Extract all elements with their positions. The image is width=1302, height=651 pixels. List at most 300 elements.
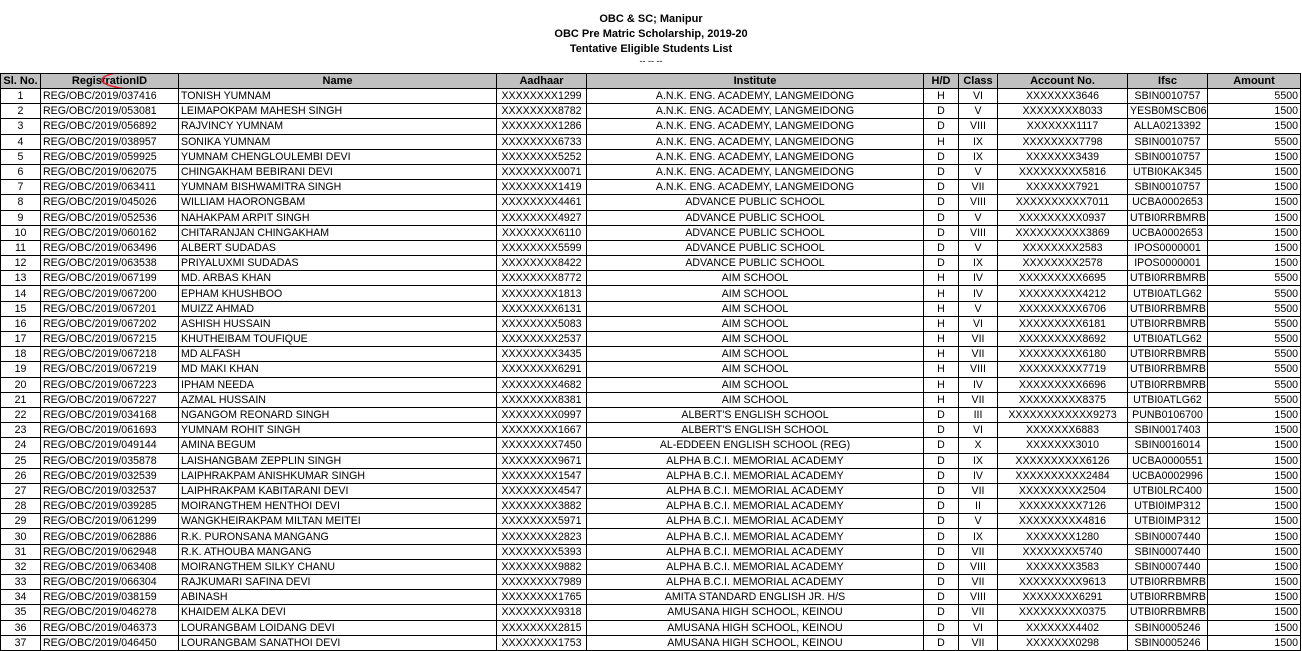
cell-amount: 1500 xyxy=(1208,195,1301,210)
cell-aadhaar: XXXXXXXX7450 xyxy=(497,438,587,453)
cell-amount: 1500 xyxy=(1208,119,1301,134)
cell-ifsc: UTBI0RRBMRB xyxy=(1128,347,1208,362)
cell-institute: A.N.K. ENG. ACADEMY, LANGMEIDONG xyxy=(587,149,924,164)
cell-class: VIII xyxy=(959,590,998,605)
cell-hd: D xyxy=(924,529,959,544)
cell-aadhaar: XXXXXXXX6110 xyxy=(497,225,587,240)
cell-aadhaar: XXXXXXXX4547 xyxy=(497,483,587,498)
cell-hd: D xyxy=(924,635,959,650)
table-row xyxy=(1,483,1301,498)
cell-aadhaar: XXXXXXXX0997 xyxy=(497,407,587,422)
cell-name: YUMNAM CHENGLOULEMBI DEVI xyxy=(179,149,497,164)
cell-name: WILLIAM HAORONGBAM xyxy=(179,195,497,210)
cell-registration-id: REG/OBC/2019/063538 xyxy=(41,256,179,271)
cell-name: PRIYALUXMI SUDADAS xyxy=(179,256,497,271)
cell-class: IV xyxy=(959,286,998,301)
table-row xyxy=(1,559,1301,574)
table-row xyxy=(1,468,1301,483)
table-row xyxy=(1,240,1301,255)
cell-ifsc: UTBI0RRBMRB xyxy=(1128,362,1208,377)
cell-name: AZMAL HUSSAIN xyxy=(179,392,497,407)
cell-registration-id: REG/OBC/2019/067215 xyxy=(41,332,179,347)
cell-ifsc: UCBA0000551 xyxy=(1128,453,1208,468)
cell-account-no: XXXXXXXX6291 xyxy=(998,590,1128,605)
cell-sl-no: 7 xyxy=(1,180,41,195)
table-row xyxy=(1,392,1301,407)
cell-aadhaar: XXXXXXXX5599 xyxy=(497,240,587,255)
cell-institute: A.N.K. ENG. ACADEMY, LANGMEIDONG xyxy=(587,89,924,104)
cell-amount: 5500 xyxy=(1208,332,1301,347)
cell-class: IV xyxy=(959,468,998,483)
cell-ifsc: UTBI0RRBMRB xyxy=(1128,271,1208,286)
cell-account-no: XXXXXXX3010 xyxy=(998,438,1128,453)
cell-account-no: XXXXXXXXXX6126 xyxy=(998,453,1128,468)
cell-amount: 5500 xyxy=(1208,377,1301,392)
cell-hd: D xyxy=(924,225,959,240)
cell-aadhaar: XXXXXXXX9318 xyxy=(497,605,587,620)
cell-hd: D xyxy=(924,119,959,134)
cell-ifsc: UCBA0002653 xyxy=(1128,225,1208,240)
cell-account-no: XXXXXXX1280 xyxy=(998,529,1128,544)
cell-registration-id: REG/OBC/2019/062886 xyxy=(41,529,179,544)
cell-aadhaar: XXXXXXXX8782 xyxy=(497,104,587,119)
cell-registration-id: REG/OBC/2019/046450 xyxy=(41,635,179,650)
cell-amount: 1500 xyxy=(1208,180,1301,195)
cell-sl-no: 23 xyxy=(1,423,41,438)
cell-class: V xyxy=(959,164,998,179)
cell-aadhaar: XXXXXXXX5252 xyxy=(497,149,587,164)
cell-registration-id: REG/OBC/2019/056892 xyxy=(41,119,179,134)
cell-institute: AIM SCHOOL xyxy=(587,362,924,377)
cell-aadhaar: XXXXXXXX8422 xyxy=(497,256,587,271)
cell-institute: AIM SCHOOL xyxy=(587,347,924,362)
cell-registration-id: REG/OBC/2019/067227 xyxy=(41,392,179,407)
cell-ifsc: UTBI0LRC400 xyxy=(1128,483,1208,498)
cell-institute: ALPHA B.C.I. MEMORIAL ACADEMY xyxy=(587,559,924,574)
cell-institute: AIM SCHOOL xyxy=(587,286,924,301)
cell-institute: ALPHA B.C.I. MEMORIAL ACADEMY xyxy=(587,499,924,514)
cell-institute: ALBERT'S ENGLISH SCHOOL xyxy=(587,407,924,422)
table-row xyxy=(1,89,1301,104)
cell-registration-id: REG/OBC/2019/032539 xyxy=(41,468,179,483)
cell-ifsc: UTBI0RRBMRB xyxy=(1128,575,1208,590)
cell-amount: 1500 xyxy=(1208,453,1301,468)
cell-ifsc: SBIN0010757 xyxy=(1128,149,1208,164)
cell-hd: D xyxy=(924,256,959,271)
cell-class: IX xyxy=(959,134,998,149)
cell-ifsc: UTBI0ATLG62 xyxy=(1128,286,1208,301)
cell-class: VI xyxy=(959,89,998,104)
table-row xyxy=(1,134,1301,149)
cell-aadhaar: XXXXXXXX1765 xyxy=(497,590,587,605)
cell-aadhaar: XXXXXXXX4927 xyxy=(497,210,587,225)
cell-class: II xyxy=(959,499,998,514)
cell-account-no: XXXXXXXXX6695 xyxy=(998,271,1128,286)
cell-registration-id: REG/OBC/2019/037416 xyxy=(41,89,179,104)
cell-account-no: XXXXXXXX8033 xyxy=(998,104,1128,119)
table-row xyxy=(1,301,1301,316)
cell-name: EPHAM KHUSHBOO xyxy=(179,286,497,301)
cell-class: V xyxy=(959,514,998,529)
cell-sl-no: 32 xyxy=(1,559,41,574)
cell-ifsc: UTBI0RRBMRB xyxy=(1128,210,1208,225)
cell-class: V xyxy=(959,301,998,316)
col-header-institute: Institute xyxy=(587,74,924,89)
cell-class: IX xyxy=(959,453,998,468)
cell-hd: D xyxy=(924,164,959,179)
cell-registration-id: REG/OBC/2019/060162 xyxy=(41,225,179,240)
col-header-sl-no: Sl. No. xyxy=(1,74,41,89)
cell-ifsc: UTBI0RRBMRB xyxy=(1128,605,1208,620)
cell-sl-no: 10 xyxy=(1,225,41,240)
cell-hd: D xyxy=(924,407,959,422)
cell-ifsc: UTBI0RRBMRB xyxy=(1128,377,1208,392)
cell-sl-no: 16 xyxy=(1,316,41,331)
cell-account-no: XXXXXXXXXXXX9273 xyxy=(998,407,1128,422)
cell-sl-no: 11 xyxy=(1,240,41,255)
cell-account-no: XXXXXXXXXX7011 xyxy=(998,195,1128,210)
cell-aadhaar: XXXXXXXX6131 xyxy=(497,301,587,316)
cell-hd: H xyxy=(924,89,959,104)
cell-account-no: XXXXXXXX2583 xyxy=(998,240,1128,255)
cell-class: IV xyxy=(959,271,998,286)
cell-registration-id: REG/OBC/2019/067201 xyxy=(41,301,179,316)
table-row xyxy=(1,590,1301,605)
col-header-hd: H/D xyxy=(924,74,959,89)
cell-name: LAIPHRAKPAM KABITARANI DEVI xyxy=(179,483,497,498)
cell-name: LOURANGBAM SANATHOI DEVI xyxy=(179,635,497,650)
table-header-row xyxy=(1,74,1301,89)
cell-account-no: XXXXXXX6883 xyxy=(998,423,1128,438)
cell-name: MD ALFASH xyxy=(179,347,497,362)
cell-amount: 1500 xyxy=(1208,104,1301,119)
cell-hd: D xyxy=(924,180,959,195)
cell-hd: D xyxy=(924,210,959,225)
cell-registration-id: REG/OBC/2019/052536 xyxy=(41,210,179,225)
cell-account-no: XXXXXXXXX7719 xyxy=(998,362,1128,377)
cell-account-no: XXXXXXXXX6181 xyxy=(998,316,1128,331)
cell-hd: D xyxy=(924,240,959,255)
table-row xyxy=(1,332,1301,347)
cell-class: V xyxy=(959,210,998,225)
cell-sl-no: 2 xyxy=(1,104,41,119)
cell-institute: AIM SCHOOL xyxy=(587,392,924,407)
table-row xyxy=(1,423,1301,438)
cell-sl-no: 1 xyxy=(1,89,41,104)
cell-name: R.K. PURONSANA MANGANG xyxy=(179,529,497,544)
cell-sl-no: 29 xyxy=(1,514,41,529)
cell-amount: 1500 xyxy=(1208,438,1301,453)
cell-amount: 1500 xyxy=(1208,164,1301,179)
cell-ifsc: UCBA0002996 xyxy=(1128,468,1208,483)
cell-class: VI xyxy=(959,423,998,438)
cell-aadhaar: XXXXXXXX0071 xyxy=(497,164,587,179)
cell-class: IX xyxy=(959,256,998,271)
cell-name: MUIZZ AHMAD xyxy=(179,301,497,316)
cell-name: MD. ARBAS KHAN xyxy=(179,271,497,286)
cell-account-no: XXXXXXXXX6706 xyxy=(998,301,1128,316)
cell-sl-no: 27 xyxy=(1,483,41,498)
cell-registration-id: REG/OBC/2019/049144 xyxy=(41,438,179,453)
cell-sl-no: 4 xyxy=(1,134,41,149)
cell-name: MOIRANGTHEM SILKY CHANU xyxy=(179,559,497,574)
cell-hd: H xyxy=(924,286,959,301)
table-row xyxy=(1,149,1301,164)
cell-name: IPHAM NEEDA xyxy=(179,377,497,392)
cell-account-no: XXXXXXX0298 xyxy=(998,635,1128,650)
cell-amount: 5500 xyxy=(1208,301,1301,316)
cell-ifsc: SBIN0010757 xyxy=(1128,89,1208,104)
cell-amount: 1500 xyxy=(1208,468,1301,483)
table-row xyxy=(1,605,1301,620)
cell-account-no: XXXXXXXXX6180 xyxy=(998,347,1128,362)
cell-sl-no: 8 xyxy=(1,195,41,210)
cell-hd: D xyxy=(924,423,959,438)
cell-registration-id: REG/OBC/2019/067202 xyxy=(41,316,179,331)
cell-hd: D xyxy=(924,575,959,590)
cell-account-no: XXXXXXXX2578 xyxy=(998,256,1128,271)
cell-institute: AMUSANA HIGH SCHOOL, KEINOU xyxy=(587,635,924,650)
cell-ifsc: SBIN0005246 xyxy=(1128,620,1208,635)
table-row xyxy=(1,453,1301,468)
cell-account-no: XXXXXXXX7798 xyxy=(998,134,1128,149)
cell-registration-id: REG/OBC/2019/061299 xyxy=(41,514,179,529)
cell-aadhaar: XXXXXXXX6733 xyxy=(497,134,587,149)
table-row xyxy=(1,377,1301,392)
cell-ifsc: SBIN0010757 xyxy=(1128,180,1208,195)
cell-institute: ALPHA B.C.I. MEMORIAL ACADEMY xyxy=(587,514,924,529)
cell-aadhaar: XXXXXXXX7989 xyxy=(497,575,587,590)
col-header-name: Name xyxy=(179,74,497,89)
cell-institute: AIM SCHOOL xyxy=(587,301,924,316)
cell-amount: 1500 xyxy=(1208,575,1301,590)
cell-aadhaar: XXXXXXXX8772 xyxy=(497,271,587,286)
cell-ifsc: UTBI0ATLG62 xyxy=(1128,392,1208,407)
cell-sl-no: 3 xyxy=(1,119,41,134)
cell-name: YUMNAM BISHWAMITRA SINGH xyxy=(179,180,497,195)
table-row xyxy=(1,438,1301,453)
cell-aadhaar: XXXXXXXX1547 xyxy=(497,468,587,483)
cell-account-no: XXXXXXXXX8692 xyxy=(998,332,1128,347)
cell-sl-no: 14 xyxy=(1,286,41,301)
table-row xyxy=(1,635,1301,650)
cell-name: R.K. ATHOUBA MANGANG xyxy=(179,544,497,559)
cell-account-no: XXXXXXX7921 xyxy=(998,180,1128,195)
cell-amount: 1500 xyxy=(1208,620,1301,635)
cell-aadhaar: XXXXXXXX5393 xyxy=(497,544,587,559)
cell-name: WANGKHEIRAKPAM MILTAN MEITEI xyxy=(179,514,497,529)
cell-institute: ADVANCE PUBLIC SCHOOL xyxy=(587,195,924,210)
cell-account-no: XXXXXXXXX5816 xyxy=(998,164,1128,179)
cell-amount: 1500 xyxy=(1208,423,1301,438)
cell-institute: A.N.K. ENG. ACADEMY, LANGMEIDONG xyxy=(587,104,924,119)
cell-sl-no: 5 xyxy=(1,149,41,164)
cell-sl-no: 26 xyxy=(1,468,41,483)
cell-name: YUMNAM ROHIT SINGH xyxy=(179,423,497,438)
cell-aadhaar: XXXXXXXX4682 xyxy=(497,377,587,392)
cell-amount: 1500 xyxy=(1208,529,1301,544)
cell-registration-id: REG/OBC/2019/061693 xyxy=(41,423,179,438)
cell-institute: AMUSANA HIGH SCHOOL, KEINOU xyxy=(587,620,924,635)
table-row xyxy=(1,347,1301,362)
table-row xyxy=(1,271,1301,286)
cell-sl-no: 13 xyxy=(1,271,41,286)
cell-ifsc: SBIN0016014 xyxy=(1128,438,1208,453)
cell-ifsc: YESB0MSCB06 xyxy=(1128,104,1208,119)
col-header-registration-id xyxy=(41,74,179,89)
cell-aadhaar: XXXXXXXX3435 xyxy=(497,347,587,362)
cell-amount: 1500 xyxy=(1208,544,1301,559)
cell-hd: D xyxy=(924,620,959,635)
cell-sl-no: 30 xyxy=(1,529,41,544)
cell-registration-id: REG/OBC/2019/032537 xyxy=(41,483,179,498)
cell-ifsc: UTBI0IMP312 xyxy=(1128,499,1208,514)
cell-registration-id: REG/OBC/2019/062948 xyxy=(41,544,179,559)
cell-hd: H xyxy=(924,362,959,377)
table-row xyxy=(1,362,1301,377)
cell-class: V xyxy=(959,104,998,119)
cell-class: VII xyxy=(959,635,998,650)
cell-class: VI xyxy=(959,620,998,635)
cell-institute: AIM SCHOOL xyxy=(587,377,924,392)
cell-amount: 5500 xyxy=(1208,134,1301,149)
cell-sl-no: 9 xyxy=(1,210,41,225)
cell-sl-no: 21 xyxy=(1,392,41,407)
cell-ifsc: ALLA0213392 xyxy=(1128,119,1208,134)
cell-registration-id: REG/OBC/2019/067218 xyxy=(41,347,179,362)
cell-class: VIII xyxy=(959,119,998,134)
cell-registration-id: REG/OBC/2019/063496 xyxy=(41,240,179,255)
cell-class: V xyxy=(959,240,998,255)
cell-account-no: XXXXXXXXXX3869 xyxy=(998,225,1128,240)
cell-institute: ALPHA B.C.I. MEMORIAL ACADEMY xyxy=(587,544,924,559)
cell-name: MD MAKI KHAN xyxy=(179,362,497,377)
cell-registration-id: REG/OBC/2019/035878 xyxy=(41,453,179,468)
cell-institute: ALPHA B.C.I. MEMORIAL ACADEMY xyxy=(587,529,924,544)
cell-ifsc: SBIN0017403 xyxy=(1128,423,1208,438)
cell-account-no: XXXXXXXXX8375 xyxy=(998,392,1128,407)
cell-registration-id: REG/OBC/2019/034168 xyxy=(41,407,179,422)
cell-institute: AIM SCHOOL xyxy=(587,332,924,347)
cell-registration-id: REG/OBC/2019/067200 xyxy=(41,286,179,301)
table-row xyxy=(1,180,1301,195)
cell-institute: A.N.K. ENG. ACADEMY, LANGMEIDONG xyxy=(587,119,924,134)
header-line-2: OBC Pre Matric Scholarship, 2019-20 xyxy=(554,28,748,40)
table-row xyxy=(1,104,1301,119)
cell-sl-no: 24 xyxy=(1,438,41,453)
cell-sl-no: 33 xyxy=(1,575,41,590)
cell-account-no: XXXXXXXXX9613 xyxy=(998,575,1128,590)
cell-sl-no: 25 xyxy=(1,453,41,468)
cell-class: IX xyxy=(959,149,998,164)
cell-aadhaar: XXXXXXXX1419 xyxy=(497,180,587,195)
cell-name: LAISHANGBAM ZEPPLIN SINGH xyxy=(179,453,497,468)
cell-name: LEIMAPOKPAM MAHESH SINGH xyxy=(179,104,497,119)
cell-hd: D xyxy=(924,438,959,453)
cell-class: VII xyxy=(959,392,998,407)
cell-registration-id: REG/OBC/2019/046278 xyxy=(41,605,179,620)
cell-hd: D xyxy=(924,499,959,514)
cell-amount: 1500 xyxy=(1208,559,1301,574)
col-header-aadhaar: Aadhaar xyxy=(497,74,587,89)
cell-aadhaar: XXXXXXXX9882 xyxy=(497,559,587,574)
cell-name: AMINA BEGUM xyxy=(179,438,497,453)
cell-aadhaar: XXXXXXXX2823 xyxy=(497,529,587,544)
cell-institute: AIM SCHOOL xyxy=(587,316,924,331)
cell-class: VII xyxy=(959,180,998,195)
cell-amount: 1500 xyxy=(1208,499,1301,514)
cell-hd: H xyxy=(924,134,959,149)
cell-class: VIII xyxy=(959,195,998,210)
cell-registration-id: REG/OBC/2019/067223 xyxy=(41,377,179,392)
cell-registration-id: REG/OBC/2019/039285 xyxy=(41,499,179,514)
cell-name: LOURANGBAM LOIDANG DEVI xyxy=(179,620,497,635)
cell-class: III xyxy=(959,407,998,422)
cell-hd: D xyxy=(924,544,959,559)
cell-name: KHUTHEIBAM TOUFIQUE xyxy=(179,332,497,347)
cell-sl-no: 35 xyxy=(1,605,41,620)
cell-ifsc: UTBI0KAK345 xyxy=(1128,164,1208,179)
cell-sl-no: 17 xyxy=(1,332,41,347)
cell-ifsc: UTBI0IMP312 xyxy=(1128,514,1208,529)
cell-aadhaar: XXXXXXXX6291 xyxy=(497,362,587,377)
cell-class: VII xyxy=(959,332,998,347)
cell-registration-id: REG/OBC/2019/053081 xyxy=(41,104,179,119)
table-row xyxy=(1,316,1301,331)
cell-institute: ADVANCE PUBLIC SCHOOL xyxy=(587,256,924,271)
cell-aadhaar: XXXXXXXX5971 xyxy=(497,514,587,529)
cell-class: VIII xyxy=(959,362,998,377)
table-row xyxy=(1,286,1301,301)
cell-name: LAIPHRAKPAM ANISHKUMAR SINGH xyxy=(179,468,497,483)
cell-hd: H xyxy=(924,271,959,286)
cell-name: KHAIDEM ALKA DEVI xyxy=(179,605,497,620)
cell-sl-no: 19 xyxy=(1,362,41,377)
cell-institute: ALPHA B.C.I. MEMORIAL ACADEMY xyxy=(587,468,924,483)
cell-institute: ADVANCE PUBLIC SCHOOL xyxy=(587,225,924,240)
cell-name: ASHISH HUSSAIN xyxy=(179,316,497,331)
cell-amount: 1500 xyxy=(1208,256,1301,271)
cell-ifsc: UTBI0ATLG62 xyxy=(1128,332,1208,347)
cell-institute: ADVANCE PUBLIC SCHOOL xyxy=(587,210,924,225)
cell-amount: 1500 xyxy=(1208,225,1301,240)
cell-class: VII xyxy=(959,605,998,620)
cell-class: VII xyxy=(959,347,998,362)
col-header-ifsc: Ifsc xyxy=(1128,74,1208,89)
cell-class: VIII xyxy=(959,225,998,240)
cell-aadhaar: XXXXXXXX9671 xyxy=(497,453,587,468)
cell-account-no: XXXXXXX1117 xyxy=(998,119,1128,134)
cell-account-no: XXXXXXX4402 xyxy=(998,620,1128,635)
cell-aadhaar: XXXXXXXX2537 xyxy=(497,332,587,347)
cell-institute: ALPHA B.C.I. MEMORIAL ACADEMY xyxy=(587,453,924,468)
cell-account-no: XXXXXXXXX0375 xyxy=(998,605,1128,620)
cell-hd: D xyxy=(924,514,959,529)
cell-institute: ALPHA B.C.I. MEMORIAL ACADEMY xyxy=(587,575,924,590)
cell-sl-no: 31 xyxy=(1,544,41,559)
cell-institute: AL-EDDEEN ENGLISH SCHOOL (REG) xyxy=(587,438,924,453)
cell-hd: D xyxy=(924,483,959,498)
cell-aadhaar: XXXXXXXX1667 xyxy=(497,423,587,438)
cell-hd: D xyxy=(924,149,959,164)
cell-ifsc: SBIN0007440 xyxy=(1128,529,1208,544)
cell-ifsc: UTBI0RRBMRB xyxy=(1128,316,1208,331)
cell-sl-no: 20 xyxy=(1,377,41,392)
cell-sl-no: 36 xyxy=(1,620,41,635)
cell-account-no: XXXXXXXXX4212 xyxy=(998,286,1128,301)
cell-hd: D xyxy=(924,590,959,605)
cell-class: X xyxy=(959,438,998,453)
